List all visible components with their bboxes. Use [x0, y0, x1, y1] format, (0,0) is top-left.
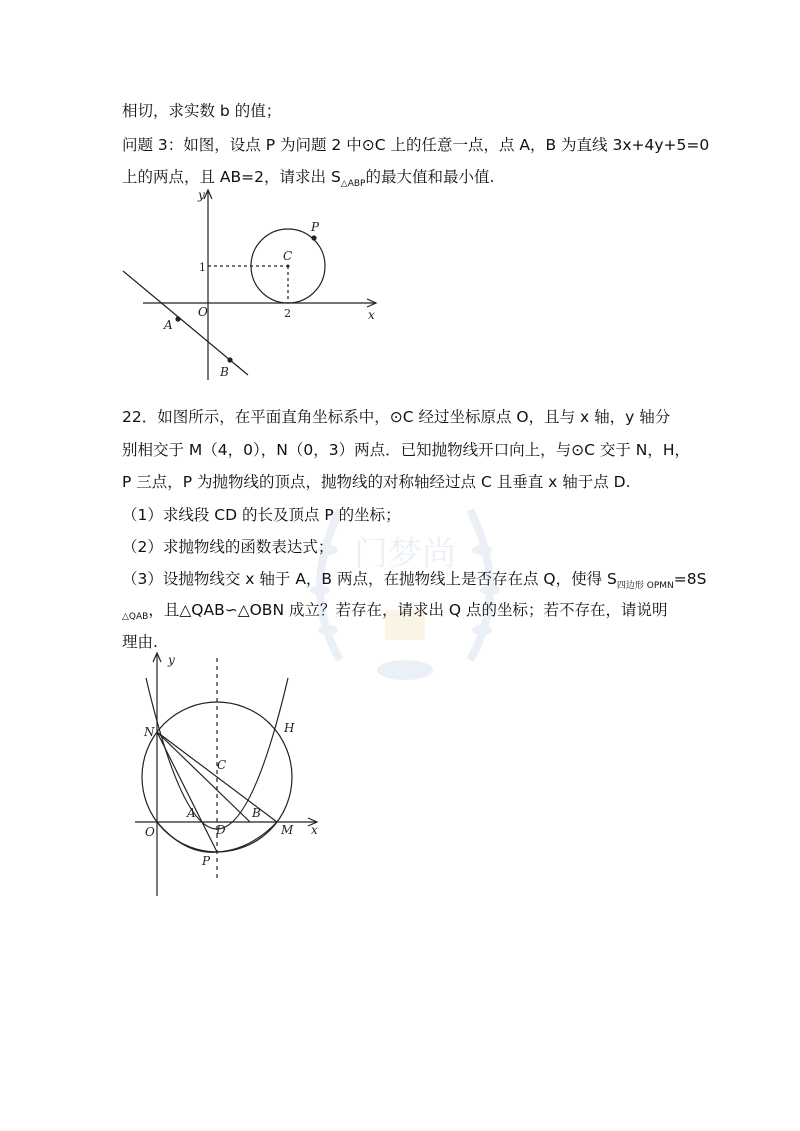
fig1-tick-1: 1: [199, 261, 206, 274]
problem3-line-1: 问题 3：如图，设点 P 为问题 2 中⊙C 上的任意一点，点 A，B 为直线 3x+4y+5=0: [122, 136, 710, 154]
q22-part3-subscript-2: △QAB: [122, 612, 149, 622]
q22-part3-line-1: [122, 569, 706, 592]
fig1-label-y: y: [198, 188, 205, 202]
fig2-label-O: O: [145, 825, 155, 839]
q22-line-1: 22．如图所示，在平面直角坐标系中，⊙C 经过坐标原点 O，且与 x 轴，y 轴分: [122, 408, 671, 426]
fig2-label-P: P: [202, 854, 211, 868]
q22-part2: （2）求抛物线的函数表达式；: [122, 538, 334, 556]
q22-part3-line-3: 理由.: [122, 633, 158, 651]
q22-part3-subscript-1: 四边形 OPMN: [616, 581, 674, 591]
q22-part3-text-c: ，且△QAB∽△OBN 成立？若存在，请求出 Q 点的坐标；若不存在，请说明: [148, 601, 668, 619]
fig1-label-B: B: [220, 365, 229, 379]
figure-circle-line: [118, 185, 383, 385]
q22-line-3: P 三点，P 为抛物线的顶点，抛物线的对称轴经过点 C 且垂直 x 轴于点 D.: [122, 473, 631, 491]
q22-part3-line-2: [122, 600, 668, 623]
problem3-subscript: △ABP: [340, 179, 366, 189]
watermark-text: 门梦尚: [354, 534, 456, 574]
fig2-label-N: N: [144, 725, 155, 739]
figure-parabola-circle: [130, 650, 330, 900]
text-line-1: 相切，求实数 b 的值；: [122, 102, 282, 120]
fig2-label-C: C: [217, 758, 227, 772]
fig2-label-D: D: [216, 823, 226, 837]
q22-line-2: 别相交于 M（4，0），N（0，3）两点．已知抛物线开口向上，与⊙C 交于 N，H，: [122, 441, 691, 459]
fig1-label-A: A: [164, 318, 173, 332]
fig2-label-x: x: [311, 823, 318, 837]
fig1-tick-2: 2: [284, 307, 291, 320]
fig1-label-x: x: [368, 308, 375, 322]
q22-part3-text-a: （3）设抛物线交 x 轴于 A，B 两点，在抛物线上是否存在点 Q，使得 S: [122, 570, 617, 588]
problem3-text-b: 的最大值和最小值.: [365, 168, 495, 186]
fig2-label-H: H: [284, 721, 295, 735]
fig2-label-y: y: [168, 653, 175, 667]
q22-part1: （1）求线段 CD 的长及顶点 P 的坐标；: [122, 506, 401, 524]
fig2-label-M: M: [281, 823, 294, 837]
q22-part3-text-b: =8S: [673, 570, 707, 588]
fig1-label-C: C: [283, 249, 293, 263]
fig1-label-P: P: [311, 220, 320, 234]
fig2-label-A: A: [187, 806, 196, 820]
problem3-text-a: 上的两点，且 AB=2，请求出 S: [122, 168, 341, 186]
fig1-label-O: O: [198, 305, 208, 319]
fig2-label-B: B: [252, 806, 261, 820]
